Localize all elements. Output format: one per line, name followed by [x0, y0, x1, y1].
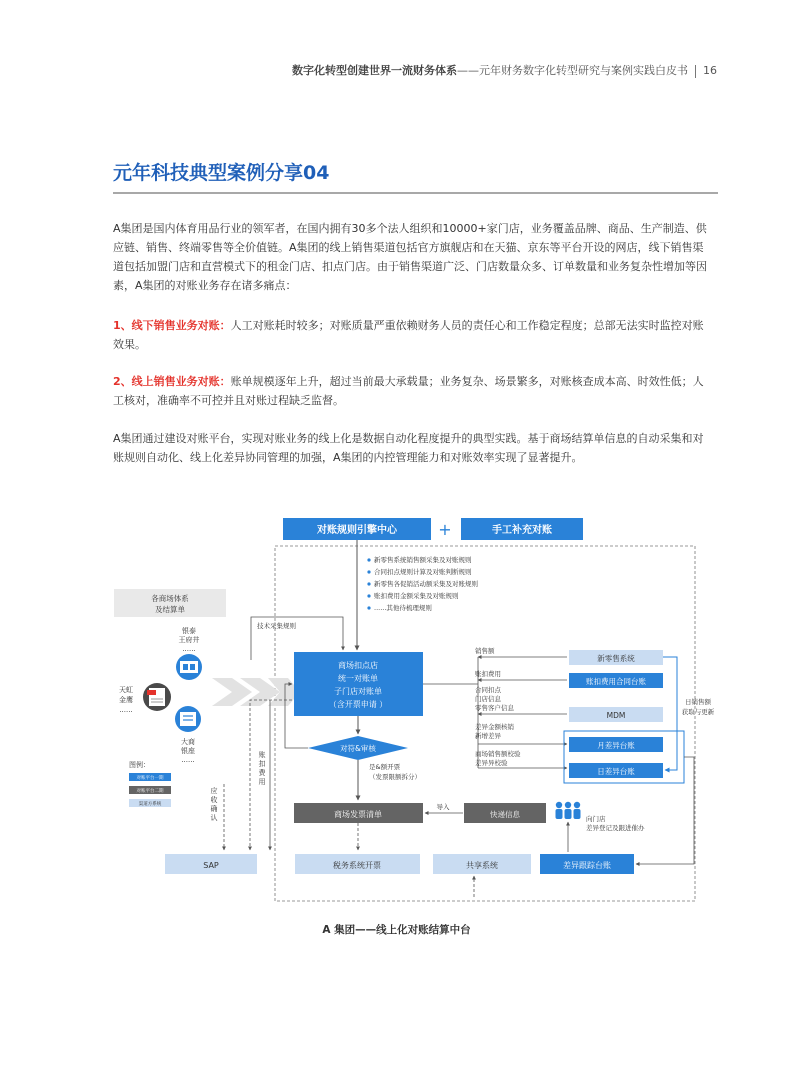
- verify-label: 差异异校验: [475, 759, 508, 767]
- diamond-label: 对符&审核: [340, 744, 376, 753]
- section-title: 元年科技典型案例分享04: [113, 162, 330, 184]
- invoice-list-label: 商场发票清单: [334, 810, 382, 819]
- legend-item: 渠道方系统: [138, 802, 162, 807]
- mall-name: ......: [119, 706, 133, 714]
- online-label: 2、线上销售业务对账：: [113, 375, 231, 388]
- text-line: 人工对账耗时较多；对账质量严重依赖财务人员的责任心和工作稳定程度；总部无法实时监控对账: [230, 319, 704, 332]
- diff-label: 差异金额核销: [475, 723, 514, 731]
- legend-title: 图例：: [129, 761, 150, 769]
- contract-label: 零售客户信息: [475, 704, 514, 712]
- people-icon: [556, 802, 581, 819]
- center-line: （含开票申请 ）: [328, 700, 388, 709]
- ar-confirm-label: 收: [210, 796, 218, 804]
- import-label: 导入: [436, 803, 450, 811]
- mall-systems-label: 各商场体系: [151, 594, 189, 603]
- text-line: A集团通过建设对账平台，实现对账业务的线上化是数据自动化程度提升的典型实践。基于商场结算单信息的自动采集和对: [113, 432, 704, 445]
- text-line: 效果。: [113, 338, 146, 351]
- text-line: 道包括加盟门店和直营模式下的租金门店、扣点门店。由于销售渠道广泛、门店数量众多、订单数量和业务复杂性增加等因: [113, 260, 707, 273]
- store-followup-label: 向门店: [586, 815, 606, 823]
- mall-name: 金鹰: [119, 696, 133, 704]
- text-line: 素，A集团的对账业务存在诸多痛点：: [113, 279, 297, 292]
- engine-label: 对账规则引擎中心: [317, 525, 397, 536]
- tech-collect-label: 技术采集规则: [257, 622, 296, 630]
- deduct-fee-label: 账: [258, 751, 266, 759]
- rule-item: 合同扣点规则计算及对账判断规则: [374, 568, 472, 576]
- mdm-label: MDM: [606, 711, 626, 720]
- new-retail-label: 新零售系统: [597, 654, 635, 663]
- text-line: 应链、销售、终端零售等全价值链。A集团的线上销售渠道包括官方旗舰店和在天猫、京东等平台开设的网店，线下销售渠: [113, 241, 704, 254]
- tax-label: 税务系统开票: [333, 861, 381, 870]
- legend-item: 对账平台一期: [136, 776, 164, 781]
- contract-label: 门店信息: [475, 695, 501, 703]
- tianhong-group: [119, 683, 171, 714]
- rule-item: 新零售系统销售额采集及对账规则: [374, 556, 472, 564]
- tracking-label: 差异跟踪台账: [563, 861, 611, 870]
- header-title-bold: 数字化转型创建世界一流财务体系: [292, 64, 457, 77]
- rules-list: [367, 555, 478, 612]
- text-line: A集团是国内体育用品行业的领军者，在国内拥有30多个法人组织和10000+家门店，业务覆盖品牌、商品、生产制造、供: [113, 222, 707, 235]
- ar-confirm-label: 认: [210, 814, 218, 822]
- yintai-group: [176, 626, 202, 680]
- offline-label: 1、线下销售业务对账：: [113, 319, 231, 332]
- ar-confirm-label: 确: [210, 805, 218, 813]
- mall-name: 银座: [181, 747, 195, 755]
- sap-label: SAP: [203, 861, 219, 870]
- dashang-group: [175, 706, 201, 764]
- rule-item: ......其他待梳理规则: [374, 604, 432, 612]
- legend: [129, 760, 171, 807]
- express-label: 快递信息: [490, 810, 520, 819]
- center-line: 统一对账单: [338, 674, 378, 683]
- manual-label: 手工补充对账: [492, 525, 552, 536]
- mall-systems-label: 及结算单: [155, 605, 185, 614]
- diagram-caption: A 集团——线上化对账结算中台: [322, 924, 471, 936]
- approve-label: 是&额开票: [369, 763, 401, 771]
- store-followup-label: 差异登记及跟进催办: [586, 824, 645, 832]
- mall-name: ......: [181, 756, 195, 764]
- ar-confirm-label: 应: [210, 787, 218, 795]
- rule-item: 新零售各促销活动额采集及对账规则: [374, 580, 478, 588]
- shared-label: 共享系统: [466, 861, 498, 870]
- text-line: 账单规模逐年上升，超过当前最大承载量；业务复杂、场景繁多，对账核查成本高、时效性低；人: [230, 375, 704, 388]
- deduct-fee-label: 用: [258, 778, 266, 786]
- mall-name: 天虹: [119, 686, 133, 694]
- mall-name: 大商: [181, 738, 195, 746]
- deduct-fee-label: 扣: [258, 760, 266, 768]
- header-subtitle: ——元年财务数字化转型研究与案例实践白皮书: [457, 64, 688, 77]
- daily-sales-label: 日销售额: [685, 698, 711, 706]
- daily-sales-label: 获取与更新: [681, 708, 715, 716]
- page-number: 16: [703, 64, 717, 77]
- text-line: 工核对，准确率不可控并且对账过程缺乏监督。: [113, 394, 344, 407]
- fee-label: 账扣费用: [475, 670, 501, 678]
- verify-label: 商场销售额校验: [475, 750, 521, 758]
- mall-name: 王府井: [178, 636, 200, 644]
- center-line: 商场扣点店: [338, 661, 378, 670]
- mall-name: ......: [182, 645, 196, 653]
- daily-variance-label: 日差异台账: [597, 767, 635, 776]
- approve-label: （发票限额拆分）: [369, 773, 421, 781]
- legend-item: 对账平台二期: [136, 789, 164, 794]
- rule-item: 账扣费用金额采集及对账规则: [374, 592, 459, 600]
- mall-name: 银泰: [182, 627, 196, 635]
- diff-label: 新增差异: [475, 732, 501, 740]
- monthly-variance-label: 月差异台账: [597, 741, 635, 750]
- center-line: 子门店对账单: [334, 687, 382, 696]
- flow-chevrons: [212, 678, 300, 706]
- sales-label: 销售额: [475, 647, 495, 655]
- fee-contract-label: 账扣费用合同台账: [586, 677, 646, 686]
- plus-sign: +: [438, 520, 452, 539]
- text-line: 账规则自动化、线上化差异协同管理的加强，A集团的内控管理能力和对账效率实现了显著提升。: [113, 451, 583, 464]
- deduct-fee-label: 费: [258, 769, 266, 777]
- contract-label: 合同扣点: [475, 686, 501, 694]
